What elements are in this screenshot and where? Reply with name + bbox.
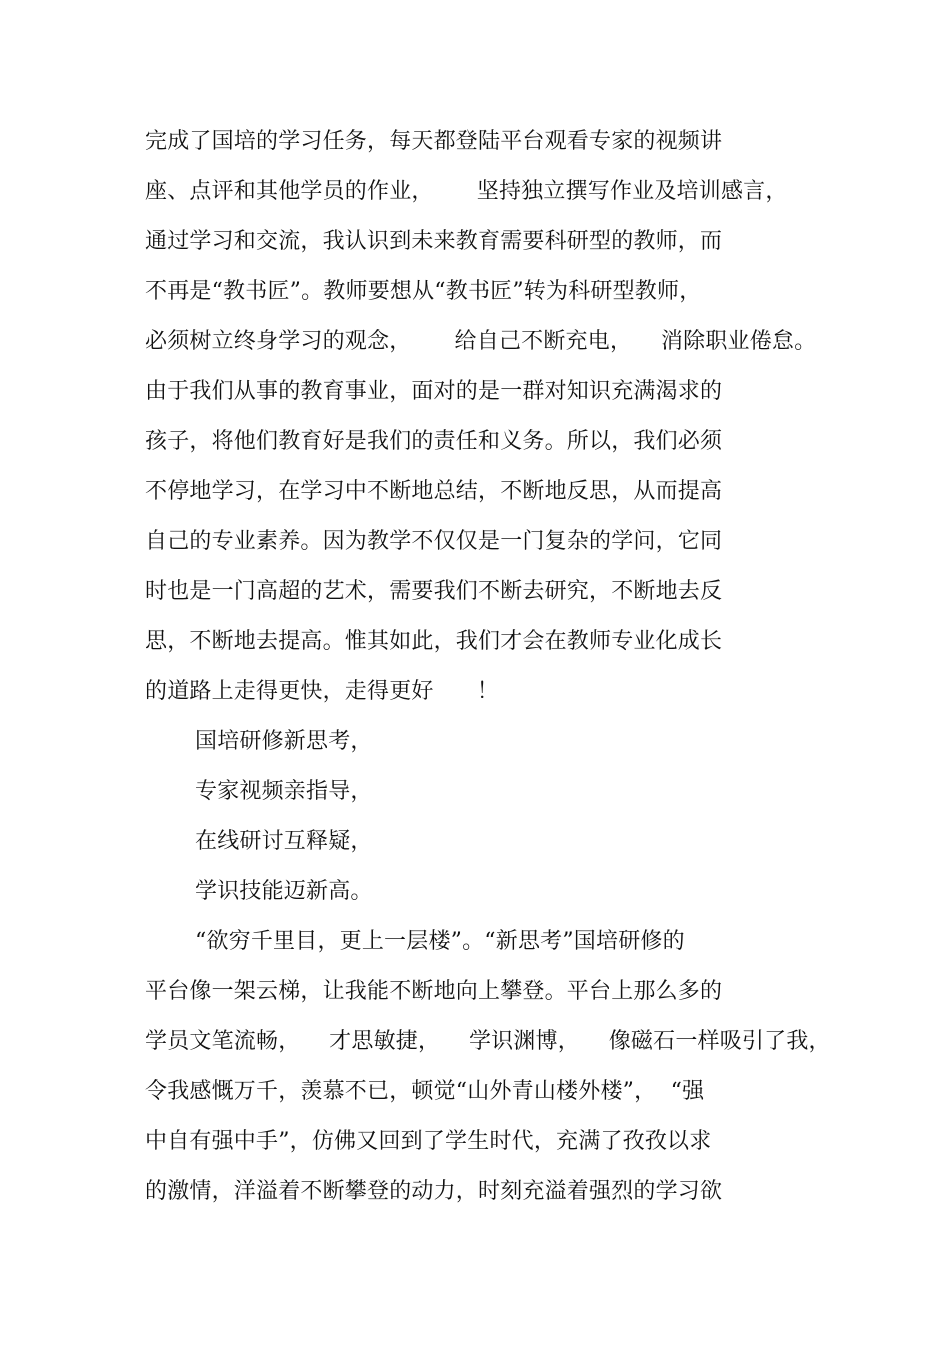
text-line: 令我感慨万千，羡慕不已，顿觉“山外青山楼外楼”， “强 [145,1079,705,1104]
text-line: 孩子，将他们教育好是我们的责任和义务。所以，我们必须 [145,429,723,454]
poem-line: 专家视频亲指导， [195,779,373,804]
poem-line: 在线研讨互释疑， [195,829,373,854]
poem-line: 国培研修新思考， [195,729,373,754]
text-line: 完成了国培的学习任务，每天都登陆平台观看专家的视频讲 [145,129,723,154]
text-line: 座、点评和其他学员的作业， 坚持独立撰写作业及培训感言， [145,179,788,204]
text-line: 由于我们从事的教育事业，面对的是一群对知识充满渴求的 [145,379,723,404]
text-line: 不停地学习，在学习中不断地总结，不断地反思，从而提高 [145,479,723,504]
text-line: “欲穷千里目，更上一层楼”。“新思考”国培研修的 [195,929,685,954]
text-line: 时也是一门高超的艺术，需要我们不断去研究，不断地去反 [145,579,723,604]
text-line: 的道路上走得更快，走得更好 ！ [145,679,499,704]
text-line: 的激情，洋溢着不断攀登的动力，时刻充溢着强烈的学习欲 [145,1179,723,1204]
text-line: 自己的专业素养。因为教学不仅仅是一门复杂的学问，它同 [145,529,723,554]
text-line: 思，不断地去提高。惟其如此，我们才会在教师专业化成长 [145,629,723,654]
text-line: 通过学习和交流，我认识到未来教育需要科研型的教师，而 [145,229,723,254]
text-line: 学员文笔流畅， 才思敏捷， 学识渊博， 像磁石一样吸引了我， [145,1029,831,1054]
text-line: 平台像一架云梯，让我能不断地向上攀登。平台上那么多的 [145,979,723,1004]
poem-line: 学识技能迈新高。 [195,879,373,904]
text-line: 不再是“教书匠”。教师要想从“教书匠”转为科研型教师， [145,279,702,304]
text-line: 必须树立终身学习的观念， 给自己不断充电， 消除职业倦怠。 [145,329,817,354]
text-line: 中自有强中手”，仿佛又回到了学生时代，充满了孜孜以求 [145,1129,712,1154]
